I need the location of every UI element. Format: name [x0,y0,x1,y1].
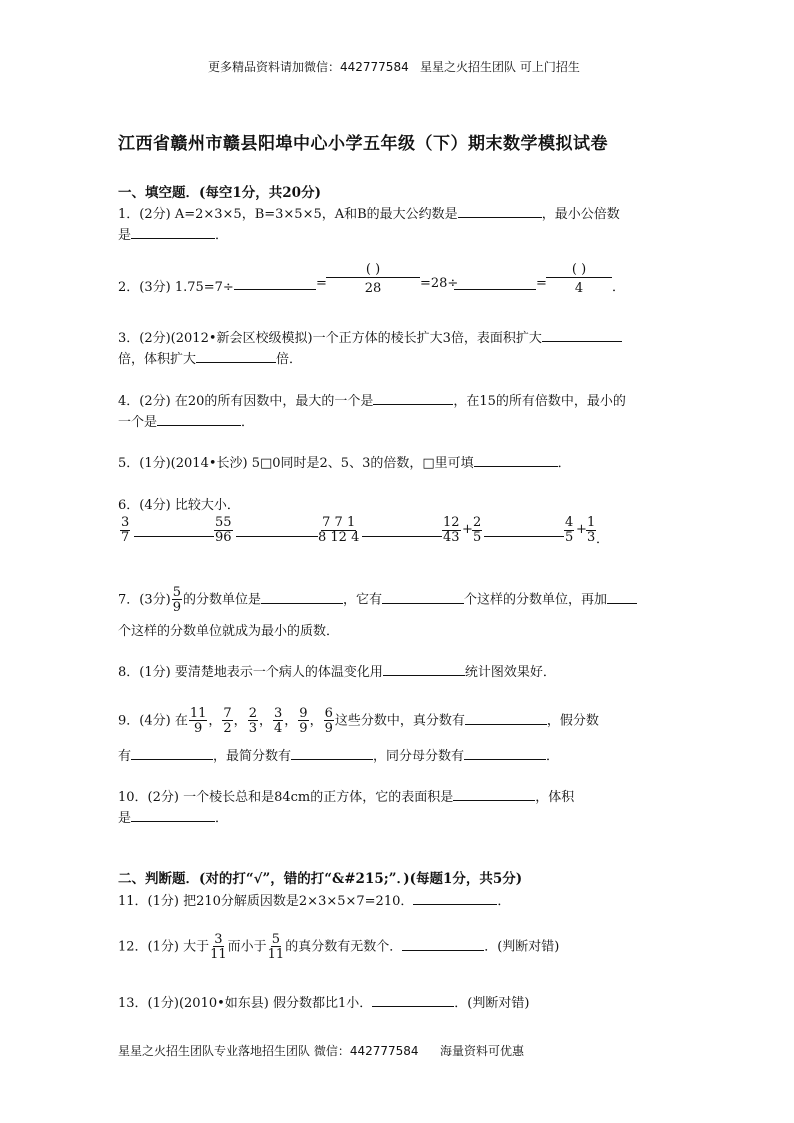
answer-blank[interactable] [382,590,464,604]
fraction-7-2: $\frac{7}{2}$ [223,706,232,736]
answer-blank[interactable] [474,453,558,467]
answer-blank[interactable] [372,993,454,1007]
header-left: 更多精品资料请加微信：442777584 [208,60,409,74]
fraction-2-5: 2 5 [473,515,482,545]
question-4-cont: 一个是 ． [118,411,254,430]
question-11: 11．(1分) 把210分解质因数是2×3×5×7=210． ． [118,890,510,909]
question-3-cont: 倍，体积扩大 倍． [118,348,302,367]
section-heading-true-false: 二、判断题．(对的打“√”，错的打“&#215;”．)(每题1分，共5分) [118,871,523,887]
fraction-5-9: $\frac{5}{9}$ [172,585,181,615]
fraction-blank-2: ( ) 4 [546,262,612,296]
answer-blank[interactable] [196,349,276,363]
fraction-6-9: $\frac{6}{9}$ [324,706,333,736]
answer-blank[interactable] [464,746,546,760]
plus-sign: + [576,522,587,537]
answer-blank[interactable] [261,590,343,604]
fraction-3-7: 3 7 [121,515,130,545]
page-title: 江西省赣州市赣县阳埠中心小学五年级（下）期末数学模拟试卷 [118,134,608,154]
question-9-cont: 有 ，最简分数有 ，同分母分数有 ． [118,745,559,764]
question-2-prefix: 2．(3分) 1.75=7÷ [118,280,234,295]
question-4: 4．(2分) 在20的所有因数中，最大的一个是 ，在15的所有倍数中，最小的 [118,390,626,409]
compare-blank[interactable] [362,536,442,537]
fraction-3-4: $\frac{3}{4}$ [273,706,283,736]
answer-blank[interactable] [465,711,547,725]
question-10-cont: 是 ． [118,807,228,826]
question-10: 10．(2分) 一个棱长总和是84cm的正方体，它的表面积是 ，体积 [118,786,574,805]
fraction-11-9: $\frac{11}{9}$ [189,706,207,736]
compare-blank[interactable] [236,536,318,537]
question-2-mid: =28÷ [420,276,459,291]
question-8: 8．(1分) 要清楚地表示一个病人的体温变化用 统计图效果好． [118,661,556,680]
answer-blank[interactable] [607,590,637,604]
question-7: 7．(3分) $\frac{5}{9}$ 的分数单位是 ，它有 个这样的分数单位，再加 [118,586,637,614]
fraction-2-3: $\frac{2}{3}$ [248,706,257,736]
answer-blank[interactable] [157,412,241,426]
question-3: 3．(2分)(2012•新会区校级模拟)一个正方体的棱长扩大3倍，表面积扩大 [118,327,622,346]
fraction-9-9: $\frac{9}{9}$ [299,706,308,736]
answer-blank[interactable] [131,808,215,822]
answer-blank[interactable] [383,662,465,676]
equals-sign: = [316,276,327,291]
footer-left: 星星之火招生团队专业落地招生团队 微信：442777584 [118,1044,419,1058]
answer-blank[interactable] [291,746,373,760]
answer-blank[interactable] [454,276,536,290]
header-right: 星星之火招生团队 可上门招生 [420,60,580,74]
compare-blank[interactable] [484,536,564,537]
fraction-55-96: 55 96 [215,515,232,545]
answer-blank[interactable] [402,937,484,951]
footer-right: 海量资料可优惠 [440,1044,525,1058]
answer-blank[interactable] [542,328,622,342]
question-1-cont: 是 ． [118,224,228,243]
answer-blank[interactable] [373,391,453,405]
question-2-end: ． [612,280,626,295]
fraction-3-11: $\frac{3}{11}$ [210,932,227,962]
section-heading-fill-blank: 一、填空题．(每空1分，共20分) [118,185,321,201]
answer-blank[interactable] [458,204,542,218]
answer-blank[interactable] [131,746,213,760]
answer-blank[interactable] [131,225,215,239]
answer-blank[interactable] [453,787,535,801]
question-9: 9．(4分) 在 $\frac{11}{9}$ ， $\frac{7}{2}$ ， $\frac{2}{3}$ ， $\frac{3}{4}$ ， $\frac{9}{9}$ ， $\frac{6}{9}$ 这些分数中，真分数有 ，假分数 [118,706,599,736]
question-6: 6．(4分) 比较大小． [118,498,240,513]
fraction-12-43: 12 43 [443,515,460,545]
fraction-1-3: 1 3 [587,515,596,545]
answer-blank[interactable] [234,276,316,290]
fraction-5-11: $\frac{5}{11}$ [267,932,285,962]
question-1: 1．(2分) A=2×3×5，B=3×5×5，A和B的最大公约数是 ，最小公倍数 [118,203,620,222]
fractions-7-8-7-12-1-4: 7 7 1 8 12 4 [318,515,360,545]
question-12: 12．(1分) 大于 $\frac{3}{11}$ 而小于 $\frac{5}{11}$ 的真分数有无数个． ．(判断对错) [118,932,560,962]
question-7-cont: 个这样的分数单位就成为最小的质数． [118,624,340,639]
question-5: 5．(1分)(2014•长沙) 5□0同时是2、5、3的倍数，□里可填 ． [118,452,571,471]
equals-sign: = [536,276,547,291]
compare-blank[interactable] [134,536,214,537]
answer-blank[interactable] [413,891,497,905]
question-6-end: ． [596,532,610,547]
question-13: 13．(1分)(2010•如东县) 假分数都比1小． ．(判断对错) [118,992,529,1011]
fraction-blank-1: ( ) 28 [326,262,420,296]
fraction-4-5: 4 5 [565,515,574,545]
plus-sign: + [462,522,473,537]
